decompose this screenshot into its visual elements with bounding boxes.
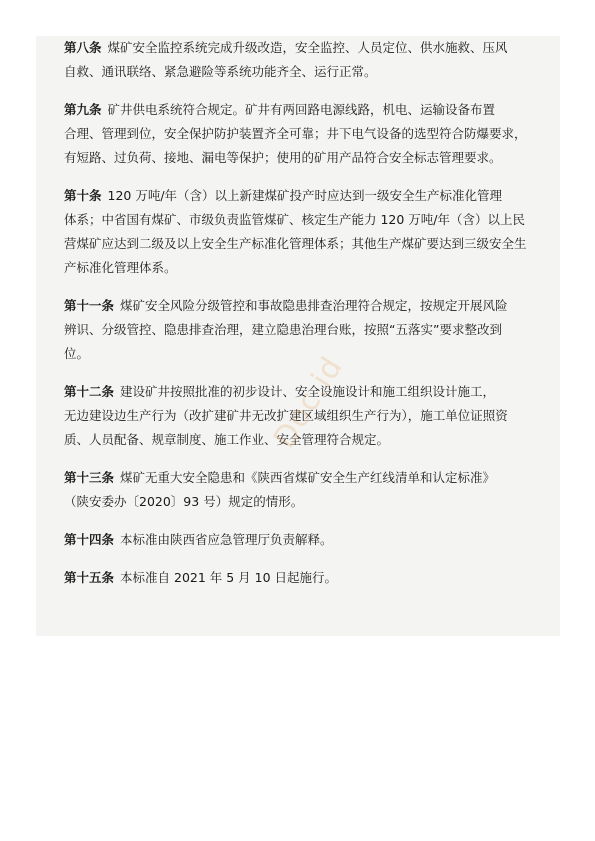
article <box>64 98 560 170</box>
article-line <box>64 342 550 366</box>
article-line <box>64 256 550 280</box>
article-line <box>64 122 550 146</box>
article-text: 合理、管理到位，安全保护防护装置齐全可靠；井下电气设备的选型符合防爆要求， <box>64 126 527 141</box>
article-label: 第十条 <box>64 188 102 203</box>
article-text: 建设矿井按照批准的初步设计、安全设施设计和施工组织设计施工， <box>120 384 496 399</box>
article <box>64 566 560 590</box>
article-text: 120 万吨/年（含）以上新建煤矿投产时应达到一级安全生产标准化管理 <box>107 188 503 203</box>
article-text: 自救、通讯联络、紧急避险等系统功能齐全、运行正常。 <box>64 64 377 79</box>
article-text: 质、人员配备、规章制度、施工作业、安全管理符合规定。 <box>64 432 390 447</box>
article-label: 第十四条 <box>64 532 115 547</box>
article-line <box>64 36 550 60</box>
article-line <box>64 428 550 452</box>
article-text: 矿井供电系统符合规定。矿井有两回路电源线路，机电、运输设备布置 <box>107 102 496 117</box>
article-label: 第八条 <box>64 40 102 55</box>
article-label: 第九条 <box>64 102 102 117</box>
document-body <box>36 36 560 636</box>
article-line <box>64 318 550 342</box>
article <box>64 380 560 452</box>
article-text: （陕安委办〔2020〕93 号）规定的情形。 <box>64 494 304 509</box>
article-label: 第十二条 <box>64 384 115 399</box>
article <box>64 466 560 514</box>
article-label: 第十一条 <box>64 298 115 313</box>
article <box>64 294 560 366</box>
article <box>64 36 560 84</box>
article-line <box>64 184 550 208</box>
article-line <box>64 60 550 84</box>
article-text: 营煤矿应达到二级及以上安全生产标准化管理体系；其他生产煤矿要达到三级安全生 <box>64 236 527 251</box>
article <box>64 184 560 280</box>
article-line <box>64 404 550 428</box>
article-line <box>64 294 550 318</box>
article-text: 煤矿安全风险分级管控和事故隐患排查治理符合规定，按规定开展风险 <box>120 298 508 313</box>
article-text: 煤矿安全监控系统完成升级改造，安全监控、人员定位、供水施救、压风 <box>107 40 508 55</box>
article-text: 本标准自 2021 年 5 月 10 日起施行。 <box>120 570 338 585</box>
article-line <box>64 232 550 256</box>
article-line <box>64 566 550 590</box>
article-line <box>64 466 550 490</box>
article-label: 第十五条 <box>64 570 115 585</box>
article-text: 产标准化管理体系。 <box>64 260 177 275</box>
article-text: 本标准由陕西省应急管理厅负责解释。 <box>120 532 333 547</box>
article-text: 无边建设边生产行为（改扩建矿井无改扩建区域组织生产行为），施工单位证照资 <box>64 408 508 423</box>
article-text: 位。 <box>64 346 90 361</box>
article-line <box>64 208 550 232</box>
article-line <box>64 98 550 122</box>
article-line <box>64 146 550 170</box>
article-line <box>64 528 550 552</box>
article-text: 煤矿无重大安全隐患和《陕西省煤矿安全生产红线清单和认定标准》 <box>120 470 496 485</box>
article-text: 有短路、过负荷、接地、漏电等保护；使用的矿用产品符合安全标志管理要求。 <box>64 150 502 165</box>
article-text: 辨识、分级管控、隐患排查治理，建立隐患治理台账，按照“五落实”要求整改到 <box>64 322 502 337</box>
watermark: Doc.id <box>266 350 351 455</box>
article-line <box>64 380 550 404</box>
article-label: 第十三条 <box>64 470 115 485</box>
article-line <box>64 490 550 514</box>
article <box>64 528 560 552</box>
article-text: 体系；中省国有煤矿、市级负责监管煤矿、核定生产能力 120 万吨/年（含）以上民 <box>64 212 526 227</box>
